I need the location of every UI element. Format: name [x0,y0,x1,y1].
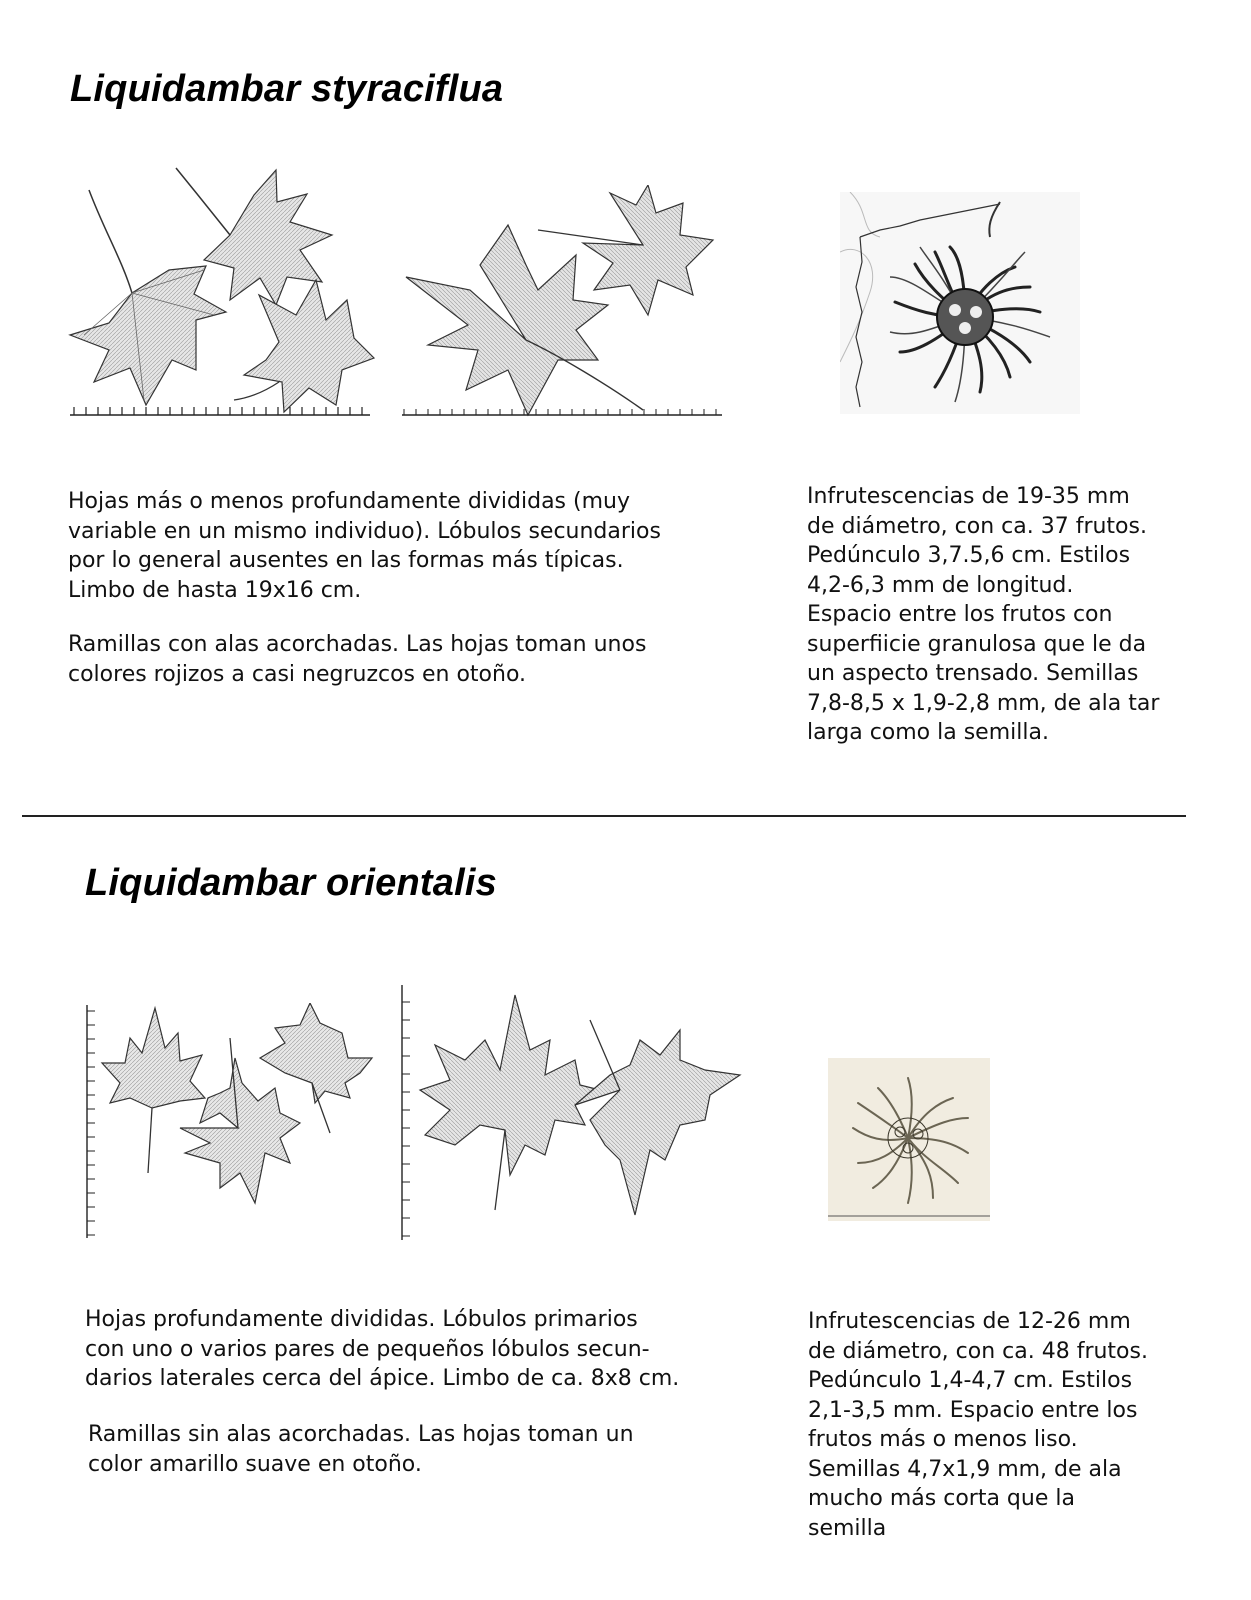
leaves-figure-styraciflua-2 [398,185,726,425]
leaf-shape [70,266,226,405]
text-line: superfiicie granulosa que le da [807,631,1147,657]
twigs-description-styraciflua [68,630,646,689]
leaf-shape [260,1003,372,1103]
text-line: Semillas 4,7x1,9 mm, de ala [808,1456,1122,1482]
text-line: variable en un mismo individuo). Lóbulos secundarios [68,518,661,544]
text-line: Infrutescencias de 12-26 mm [808,1309,1131,1334]
text-line: larga como la semilla. [807,720,1049,745]
leaves-figure-orientalis-2 [395,980,745,1245]
twigs-description-orientalis [88,1420,634,1479]
leaf-shape [420,995,600,1175]
fruit-description-orientalis [808,1307,1208,1543]
text-line: Limbo de hasta 19x16 cm. [68,577,362,603]
text-line: semilla [808,1515,887,1541]
text-line: 7,8-8,5 x 1,9-2,8 mm, de ala tar [807,690,1160,716]
text-line: con uno o varios pares de pequeños lóbulos secun- [85,1336,650,1362]
leaf-shape [575,1030,740,1215]
fruit-description-styraciflua [807,482,1185,748]
text-line: Ramillas sin alas acorchadas. Las hojas toman un [88,1422,634,1447]
text-line: por lo general ausentes en las formas más típicas. [68,548,624,573]
text-line: de diámetro, con ca. 48 frutos. [808,1338,1148,1364]
text-line: Infrutescencias de 19-35 mm [807,484,1130,509]
leaf-shape [180,1058,300,1203]
text-line: darios laterales cerca del ápice. Limbo de ca. 8x8 cm. [85,1366,680,1391]
text-line: colores rojizos a casi negruzcos en otoño. [68,661,527,687]
leaves-figure-styraciflua-1 [64,160,376,422]
leaf-shape [102,1008,205,1108]
text-line: Pedúnculo 3,7.5,6 cm. Estilos [807,543,1131,568]
text-line: mucho más corta que la [808,1486,1075,1511]
leaf-shape [583,185,713,315]
text-line: Espacio entre los frutos con [807,602,1113,627]
species-title-styraciflua: Liquidambar styraciflua [70,68,504,110]
leaves-figure-orientalis-1 [80,1003,380,1240]
text-line: de diámetro, con ca. 37 frutos. [807,513,1147,539]
text-line: 2,1-3,5 mm. Espacio entre los [808,1397,1138,1423]
text-line: frutos más o menos liso. [808,1427,1078,1452]
text-line: Ramillas con alas acorchadas. Las hojas toman unos [68,632,647,657]
text-line: color amarillo suave en otoño. [88,1451,422,1477]
text-line: 4,2-6,3 mm de longitud. [807,572,1074,598]
fruit-illustration-styraciflua [840,192,1080,414]
leaf-shape [244,280,374,412]
species-title-orientalis: Liquidambar orientalis [85,862,497,904]
leaves-description-orientalis [85,1305,679,1394]
text-line: Hojas profundamente divididas. Lóbulos primarios [85,1307,638,1332]
text-line: un aspecto trensado. Semillas [807,661,1139,686]
text-line: Hojas más o menos profundamente divididas (muy [68,489,630,514]
leaf-shape [406,225,608,415]
section-divider [22,815,1186,817]
text-line: Pedúnculo 1,4-4,7 cm. Estilos [808,1368,1133,1393]
fruit-illustration-orientalis [828,1058,990,1221]
leaves-description-styraciflua [68,487,661,605]
